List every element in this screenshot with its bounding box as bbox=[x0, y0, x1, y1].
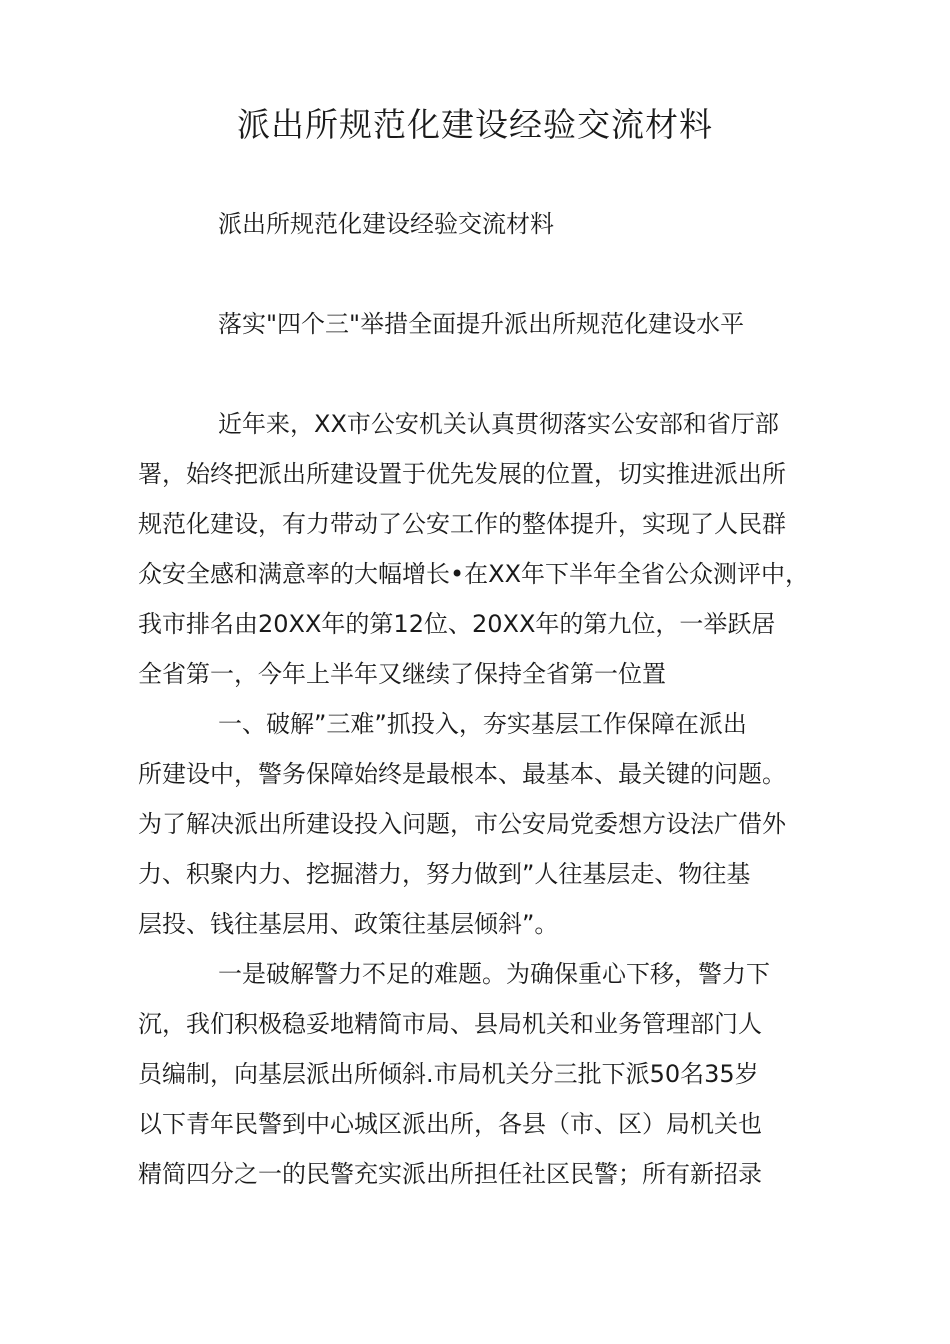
paragraph-2-line: 所建设中，警务保障始终是最根本、最基本、最关键的问题。 bbox=[138, 760, 786, 788]
paragraph-1-line: 全省第一，今年上半年又继续了保持全省第一位置 bbox=[138, 660, 666, 688]
paragraph-1-line: 我市排名由20XX年的第12位、20XX年的第九位，一举跃居 bbox=[138, 610, 776, 638]
section-heading: 落实"四个三"举措全面提升派出所规范化建设水平 bbox=[218, 310, 745, 338]
paragraph-3-line: 一是破解警力不足的难题。为确保重心下移，警力下 bbox=[218, 960, 770, 988]
paragraph-3-line: 以下青年民警到中心城区派出所，各县（市、区）局机关也 bbox=[138, 1110, 762, 1138]
paragraph-2-line: 力、积聚内力、挖掘潜力，努力做到”人往基层走、物往基 bbox=[138, 860, 751, 888]
paragraph-3-line: 员编制，向基层派出所倾斜.市局机关分三批下派50名35岁 bbox=[138, 1060, 759, 1088]
paragraph-1-line: 规范化建设，有力带动了公安工作的整体提升，实现了人民群 bbox=[138, 510, 786, 538]
paragraph-1-line: 近年来，XX市公安机关认真贯彻落实公安部和省厅部 bbox=[218, 410, 779, 438]
document-subtitle: 派出所规范化建设经验交流材料 bbox=[218, 210, 554, 238]
paragraph-2-line: 为了解决派出所建设投入问题，市公安局党委想方设法广借外 bbox=[138, 810, 786, 838]
paragraph-1-line: 署，始终把派出所建设置于优先发展的位置，切实推进派出所 bbox=[138, 460, 786, 488]
paragraph-3-line: 沉，我们积极稳妥地精简市局、县局机关和业务管理部门人 bbox=[138, 1010, 762, 1038]
paragraph-1-line: 众安全感和满意率的大幅增长•在XX年下半年全省公众测评中， bbox=[138, 560, 810, 588]
document-title: 派出所规范化建设经验交流材料 bbox=[237, 105, 713, 144]
paragraph-2-line: 层投、钱往基层用、政策往基层倾斜”。 bbox=[138, 910, 559, 938]
paragraph-3-line: 精简四分之一的民警充实派出所担任社区民警；所有新招录 bbox=[138, 1160, 762, 1188]
paragraph-2-line: 一、破解”三难”抓投入，夯实基层工作保障在派出 bbox=[218, 710, 747, 738]
